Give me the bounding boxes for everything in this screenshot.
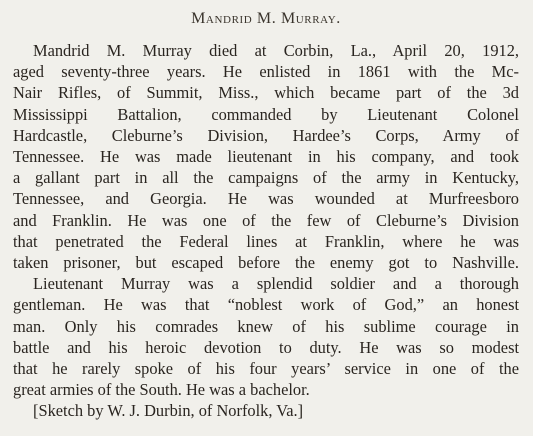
paragraph-1-line: Mississippi Battalion, commanded by Lieutenant Colonel [13, 104, 519, 124]
paragraph-1-line: Mandrid M. Murray died at Corbin, La., April 20, 1912, [33, 41, 519, 60]
paragraph-2-line: that he rarely spoke of his four years’ service in one of the [13, 359, 519, 379]
paragraph-2-line: great armies of the South. He was a bachelor. [13, 380, 310, 400]
paragraph-2 [13, 273, 519, 400]
paragraph-1-line: a gallant part in all the campaigns of the army in Kentucky, [13, 168, 519, 188]
paragraph-2-line: man. Only his comrades knew of his sublime courage in [13, 316, 519, 336]
paragraph-2-line: gentleman. He was that “noblest work of God,” an honest [13, 295, 519, 315]
paragraph-1-line: taken prisoner, but escaped before the enemy got to Nashville. [13, 253, 519, 273]
paragraph-1-line: Nair Rifles, of Summit, Miss., which became part of the 3d [13, 83, 519, 103]
author-signature: [Sketch by W. J. Durbin, of Norfolk, Va.] [33, 401, 304, 421]
paragraph-1 [13, 40, 519, 273]
paragraph-1-line: aged seventy-three years. He enlisted in 1861 with the Mc- [13, 62, 519, 82]
paragraph-2-line: Lieutenant Murray was a splendid soldier and a thorough [33, 274, 519, 294]
paragraph-1-line: and Franklin. He was one of the few of Cleburne’s Division [13, 210, 519, 230]
paragraph-1-line: Hardcastle, Cleburne’s Division, Hardee’s Corps, Army of [13, 125, 519, 145]
paragraph-1-line: that penetrated the Federal lines at Franklin, where he was [13, 231, 519, 251]
paragraph-1-line: Tennessee. He was made lieutenant in his company, and took [13, 147, 519, 167]
article-title: Mandrid M. Murray. [191, 10, 341, 27]
paragraph-1-line: Tennessee, and Georgia. He was wounded at Murfreesboro [13, 189, 519, 209]
paragraph-2-line: battle and his heroic devotion to duty. He was so modest [13, 337, 519, 357]
